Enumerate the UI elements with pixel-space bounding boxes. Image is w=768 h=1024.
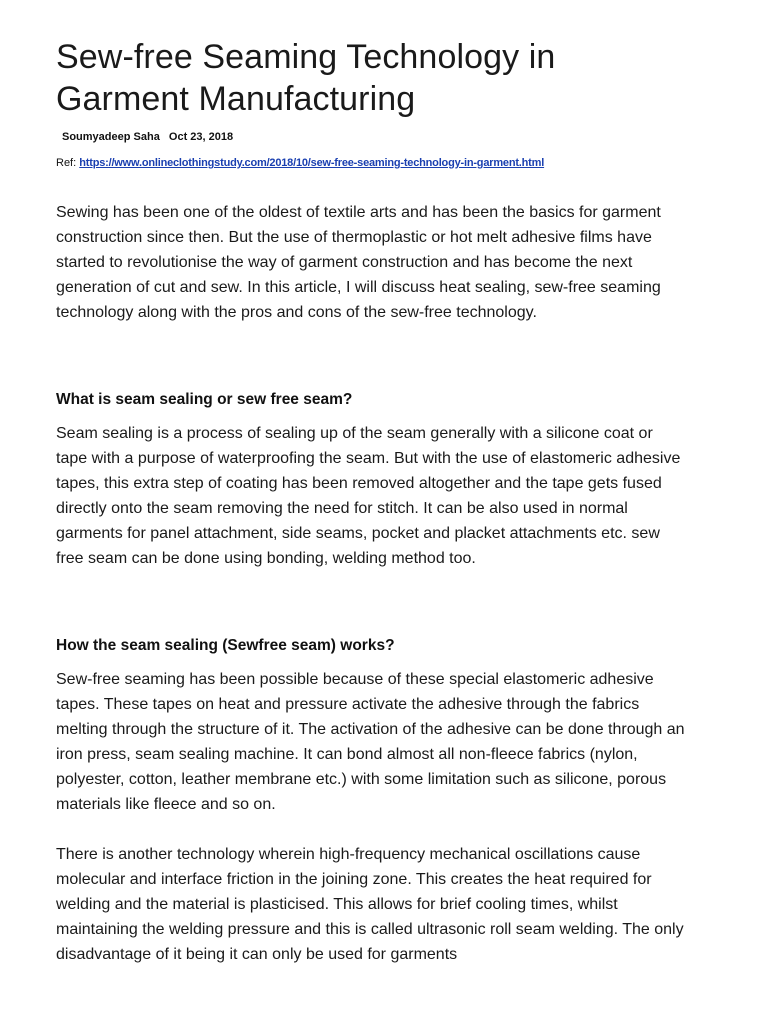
section-paragraph: Sew-free seaming has been possible because of these special elastomeric adhesive tapes. These tapes on heat and pressure activate the adhesive through the fabrics melting through the structure of it. The activation of the adhesive can be done through an iron press, seam sealing machine. It can bond almost all non-fleece fabrics (nylon, polyester, cotton, leather membrane etc.) with some limitation such as silicone, porous materials like fleece and so on. [56,671,685,813]
intro-paragraph: Sewing has been one of the oldest of textile arts and has been the basics for garment construction since then. But the use of thermoplastic or hot melt adhesive films have started to revolutionise the way of garment construction and has become the next generation of cut and sew. In this article, I will discuss heat sealing, sew-free seaming technology along with the pros and cons of the sew-free technology. [56,204,661,321]
reference-line [56,156,688,170]
publish-date: Oct 23, 2018 [168,131,234,143]
author-name: Soumyadeep Saha [62,131,160,143]
section-what-is-seam-sealing [56,389,688,571]
section-paragraph: Seam sealing is a process of sealing up of the seam generally with a silicone coat or tape with a purpose of waterproofing the seam. But with the use of elastomeric adhesive tapes, this extra step of coating has been removed altogether and the tape gets fused directly onto the seam removing the need for stitch. It can be also used in normal garments for panel attachment, side seams, pocket and placket attachments etc. sew free seam can be done using bonding, welding method too. [56,425,681,567]
article [56,36,688,967]
reference-label: Ref: [56,157,77,169]
section-heading: What is seam sealing or sew free seam? [56,391,353,408]
article-title: Sew-free Seaming Technology in Garment Manufacturing [56,38,556,118]
section-heading: How the seam sealing (Sewfree seam) works? [56,637,395,654]
byline [62,130,688,144]
section-how-it-works [56,635,688,967]
reference-link[interactable]: https://www.onlineclothingstudy.com/2018/10/sew-free-seaming-technology-in-garment.html [79,157,545,169]
section-paragraph: There is another technology wherein high-frequency mechanical oscillations cause molecular and interface friction in the joining zone. This creates the heat required for welding and the material is plasticised. This allows for brief cooling times, whilst maintaining the welding pressure and this is called ultrasonic roll seam welding. The only disadvantage of it being it can only be used for garments [56,846,684,963]
